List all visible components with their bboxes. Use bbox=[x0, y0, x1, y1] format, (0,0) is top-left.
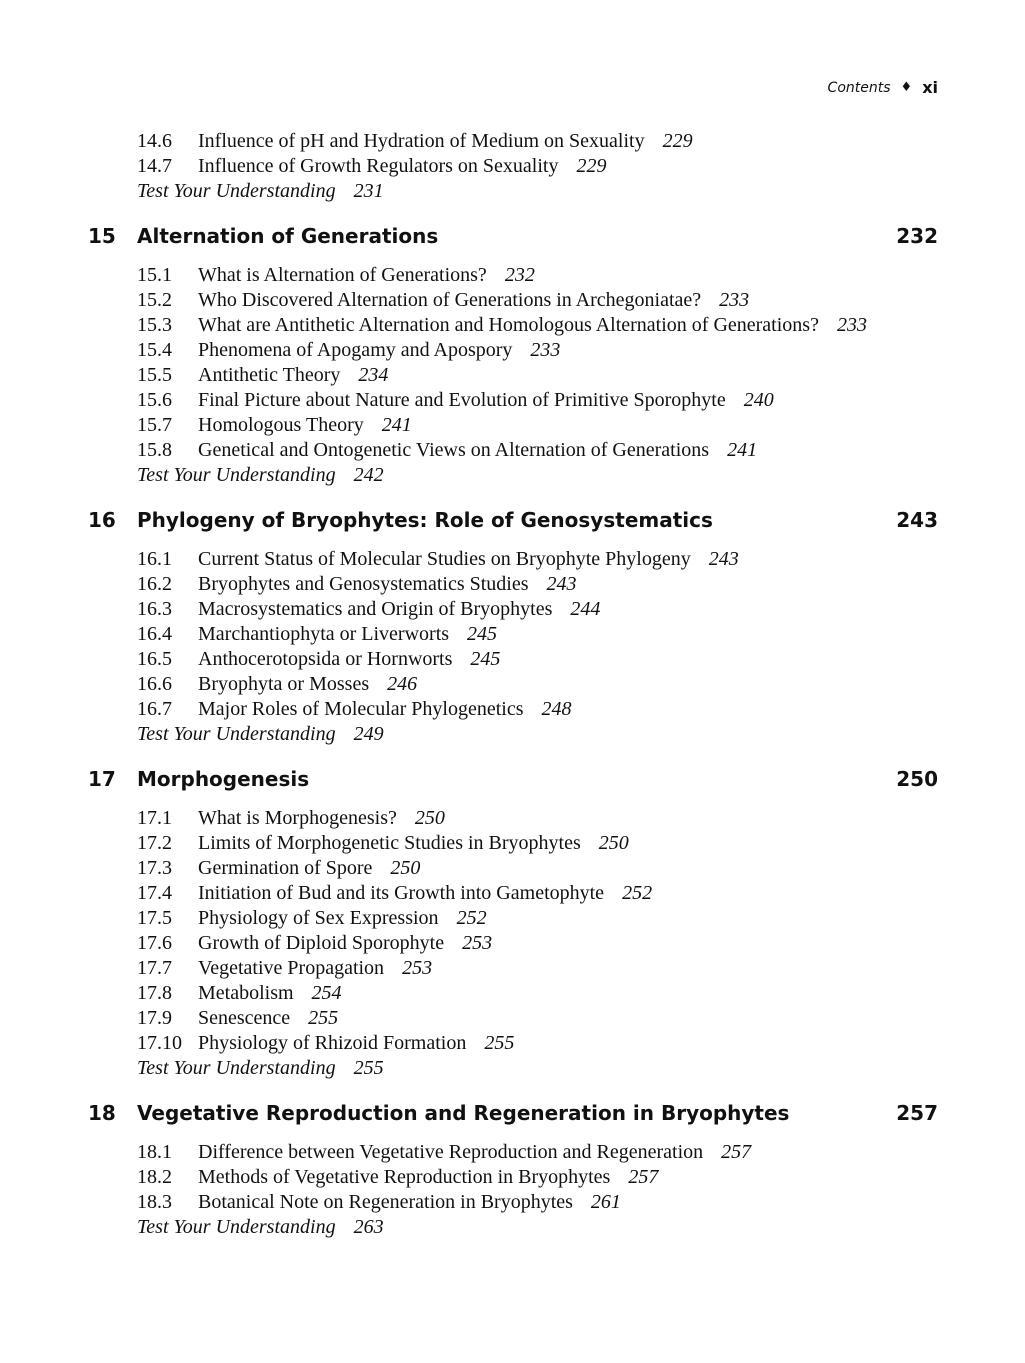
test-your-understanding-entry bbox=[137, 463, 384, 488]
section-page: 229 bbox=[576, 155, 607, 177]
chapter-page: 257 bbox=[896, 1101, 938, 1125]
chapter-title: Vegetative Reproduction and Regeneration in Bryophytes bbox=[137, 1101, 790, 1125]
toc-section-entry bbox=[137, 572, 577, 597]
chapter-number: 17 bbox=[88, 767, 116, 791]
section-page: 232 bbox=[504, 264, 535, 286]
toc-section-entry bbox=[137, 856, 420, 881]
section-number: 17.9 bbox=[137, 1007, 172, 1029]
section-title: Vegetative Propagation bbox=[198, 957, 385, 979]
section-title: Growth of Diploid Sporophyte bbox=[198, 932, 445, 954]
section-page: 243 bbox=[546, 573, 577, 595]
section-title: Who Discovered Alternation of Generations in Archegoniatae? bbox=[198, 289, 702, 311]
toc-section-entry bbox=[137, 313, 867, 338]
section-title: What is Morphogenesis? bbox=[198, 807, 397, 829]
section-title: Physiology of Rhizoid Formation bbox=[198, 1032, 467, 1054]
page-number: xi bbox=[922, 78, 938, 97]
section-page: 253 bbox=[402, 957, 433, 979]
section-title: Major Roles of Molecular Phylogenetics bbox=[198, 698, 524, 720]
chapter-number: 18 bbox=[88, 1101, 116, 1125]
section-page: 255 bbox=[308, 1007, 339, 1029]
section-title: Bryophytes and Genosystematics Studies bbox=[198, 573, 529, 595]
toc-section-entry bbox=[137, 672, 417, 697]
section-page: 250 bbox=[390, 857, 421, 879]
section-number: 17.2 bbox=[137, 832, 172, 854]
chapter-heading bbox=[88, 1098, 938, 1128]
section-title: Bryophyta or Mosses bbox=[198, 673, 370, 695]
section-number: 15.5 bbox=[137, 364, 172, 386]
section-title: Antithetic Theory bbox=[198, 364, 341, 386]
test-your-understanding-page: 242 bbox=[353, 464, 384, 486]
section-page: 250 bbox=[598, 832, 629, 854]
toc-section-entry bbox=[137, 1031, 514, 1056]
test-your-understanding-entry bbox=[137, 722, 384, 747]
section-page: 241 bbox=[381, 414, 412, 436]
chapter-page: 243 bbox=[896, 508, 938, 532]
section-title: Homologous Theory bbox=[198, 414, 364, 436]
section-page: 229 bbox=[662, 130, 693, 152]
section-page: 253 bbox=[462, 932, 493, 954]
toc-section-entry bbox=[137, 547, 739, 572]
toc-section-entry bbox=[137, 1006, 338, 1031]
section-number: 16.2 bbox=[137, 573, 172, 595]
section-number: 16.6 bbox=[137, 673, 172, 695]
toc-section-entry bbox=[137, 831, 629, 856]
section-page: 257 bbox=[721, 1141, 752, 1163]
section-title: Physiology of Sex Expression bbox=[198, 907, 439, 929]
toc-section-entry bbox=[137, 1140, 751, 1165]
section-page: 233 bbox=[530, 339, 561, 361]
chapter-number: 15 bbox=[88, 224, 116, 248]
section-page: 243 bbox=[708, 548, 739, 570]
section-title: Limits of Morphogenetic Studies in Bryophytes bbox=[198, 832, 581, 854]
section-number: 17.6 bbox=[137, 932, 172, 954]
toc-section-entry bbox=[137, 956, 432, 981]
section-number: 15.2 bbox=[137, 289, 172, 311]
section-title: Influence of Growth Regulators on Sexuality bbox=[198, 155, 559, 177]
chapter-page: 250 bbox=[896, 767, 938, 791]
toc-section-entry bbox=[137, 981, 342, 1006]
chapter-page: 232 bbox=[896, 224, 938, 248]
section-number: 18.3 bbox=[137, 1191, 172, 1213]
section-number: 14.6 bbox=[137, 130, 172, 152]
section-page: 234 bbox=[358, 364, 389, 386]
section-page: 240 bbox=[743, 389, 774, 411]
running-head bbox=[828, 78, 938, 98]
section-title: Current Status of Molecular Studies on Bryophyte Phylogeny bbox=[198, 548, 691, 570]
section-title: Marchantiophyta or Liverworts bbox=[198, 623, 450, 645]
section-number: 16.7 bbox=[137, 698, 172, 720]
test-your-understanding-page: 231 bbox=[353, 180, 384, 202]
section-page: 248 bbox=[541, 698, 572, 720]
test-your-understanding-label: Test Your Understanding bbox=[137, 1216, 336, 1238]
section-title: Influence of pH and Hydration of Medium on Sexuality bbox=[198, 130, 645, 152]
section-title: Final Picture about Nature and Evolution of Primitive Sporophyte bbox=[198, 389, 726, 411]
running-head-label: Contents bbox=[827, 80, 891, 96]
section-number: 15.4 bbox=[137, 339, 172, 361]
section-page: 245 bbox=[467, 623, 498, 645]
section-title: Phenomena of Apogamy and Apospory bbox=[198, 339, 513, 361]
section-title: Macrosystematics and Origin of Bryophytes bbox=[198, 598, 553, 620]
test-your-understanding-page: 255 bbox=[353, 1057, 384, 1079]
chapter-title: Alternation of Generations bbox=[137, 224, 439, 248]
section-page: 255 bbox=[484, 1032, 515, 1054]
toc-section-entry bbox=[137, 413, 412, 438]
section-title: What are Antithetic Alternation and Homologous Alternation of Generations? bbox=[198, 314, 819, 336]
toc-section-entry bbox=[137, 931, 492, 956]
section-number: 15.3 bbox=[137, 314, 172, 336]
toc-section-entry bbox=[137, 697, 572, 722]
section-number: 18.2 bbox=[137, 1166, 172, 1188]
section-page: 250 bbox=[414, 807, 445, 829]
test-your-understanding-label: Test Your Understanding bbox=[137, 723, 336, 745]
toc-section-entry bbox=[137, 647, 500, 672]
chapter-number: 16 bbox=[88, 508, 116, 532]
toc-section-entry bbox=[137, 263, 535, 288]
section-number: 17.7 bbox=[137, 957, 172, 979]
toc-section-entry bbox=[137, 1165, 658, 1190]
toc-section-entry bbox=[137, 806, 445, 831]
chapter-heading bbox=[88, 505, 938, 535]
toc-section-entry bbox=[137, 338, 560, 363]
section-title: Initiation of Bud and its Growth into Gametophyte bbox=[198, 882, 605, 904]
section-page: 254 bbox=[311, 982, 342, 1004]
section-number: 17.1 bbox=[137, 807, 172, 829]
test-your-understanding-entry bbox=[137, 1215, 384, 1240]
test-your-understanding-label: Test Your Understanding bbox=[137, 1057, 336, 1079]
toc-section-entry bbox=[137, 906, 487, 931]
section-page: 233 bbox=[836, 314, 867, 336]
section-title: Senescence bbox=[198, 1007, 291, 1029]
section-title: What is Alternation of Generations? bbox=[198, 264, 487, 286]
section-number: 16.4 bbox=[137, 623, 172, 645]
section-number: 14.7 bbox=[137, 155, 172, 177]
section-number: 18.1 bbox=[137, 1141, 172, 1163]
section-title: Methods of Vegetative Reproduction in Bryophytes bbox=[198, 1166, 611, 1188]
section-number: 17.5 bbox=[137, 907, 172, 929]
section-page: 245 bbox=[470, 648, 501, 670]
section-page: 244 bbox=[570, 598, 601, 620]
section-number: 17.10 bbox=[137, 1032, 182, 1054]
toc-section-entry bbox=[137, 388, 774, 413]
toc-section-entry bbox=[137, 1190, 621, 1215]
section-number: 15.8 bbox=[137, 439, 172, 461]
section-title: Botanical Note on Regeneration in Bryophytes bbox=[198, 1191, 573, 1213]
test-your-understanding-entry bbox=[137, 179, 384, 204]
section-number: 17.8 bbox=[137, 982, 172, 1004]
test-your-understanding-label: Test Your Understanding bbox=[137, 464, 336, 486]
section-number: 15.1 bbox=[137, 264, 172, 286]
toc-section-entry bbox=[137, 129, 693, 154]
section-title: Anthocerotopsida or Hornworts bbox=[198, 648, 453, 670]
toc-section-entry bbox=[137, 288, 749, 313]
section-page: 241 bbox=[727, 439, 758, 461]
section-page: 257 bbox=[628, 1166, 659, 1188]
test-your-understanding-label: Test Your Understanding bbox=[137, 180, 336, 202]
section-page: 252 bbox=[456, 907, 487, 929]
section-number: 15.6 bbox=[137, 389, 172, 411]
section-number: 16.1 bbox=[137, 548, 172, 570]
chapter-title: Morphogenesis bbox=[137, 767, 310, 791]
section-page: 261 bbox=[590, 1191, 621, 1213]
toc-section-entry bbox=[137, 438, 757, 463]
toc-section-entry bbox=[137, 363, 388, 388]
section-number: 16.5 bbox=[137, 648, 172, 670]
section-number: 17.3 bbox=[137, 857, 172, 879]
section-title: Genetical and Ontogenetic Views on Alternation of Generations bbox=[198, 439, 710, 461]
toc-section-entry bbox=[137, 597, 600, 622]
section-number: 17.4 bbox=[137, 882, 172, 904]
section-page: 246 bbox=[387, 673, 418, 695]
chapter-title: Phylogeny of Bryophytes: Role of Genosystematics bbox=[137, 508, 713, 532]
chapter-heading bbox=[88, 764, 938, 794]
section-number: 15.7 bbox=[137, 414, 172, 436]
chapter-heading bbox=[88, 221, 938, 251]
section-title: Germination of Spore bbox=[198, 857, 373, 879]
test-your-understanding-page: 263 bbox=[353, 1216, 384, 1238]
toc-section-entry bbox=[137, 881, 652, 906]
section-title: Difference between Vegetative Reproduction and Regeneration bbox=[198, 1141, 704, 1163]
test-your-understanding-page: 249 bbox=[353, 723, 384, 745]
section-title: Metabolism bbox=[198, 982, 294, 1004]
diamond-separator-icon: ♦ bbox=[900, 80, 913, 95]
section-page: 252 bbox=[622, 882, 653, 904]
toc-section-entry bbox=[137, 622, 497, 647]
test-your-understanding-entry bbox=[137, 1056, 384, 1081]
section-page: 233 bbox=[719, 289, 750, 311]
toc-section-entry bbox=[137, 154, 606, 179]
section-number: 16.3 bbox=[137, 598, 172, 620]
